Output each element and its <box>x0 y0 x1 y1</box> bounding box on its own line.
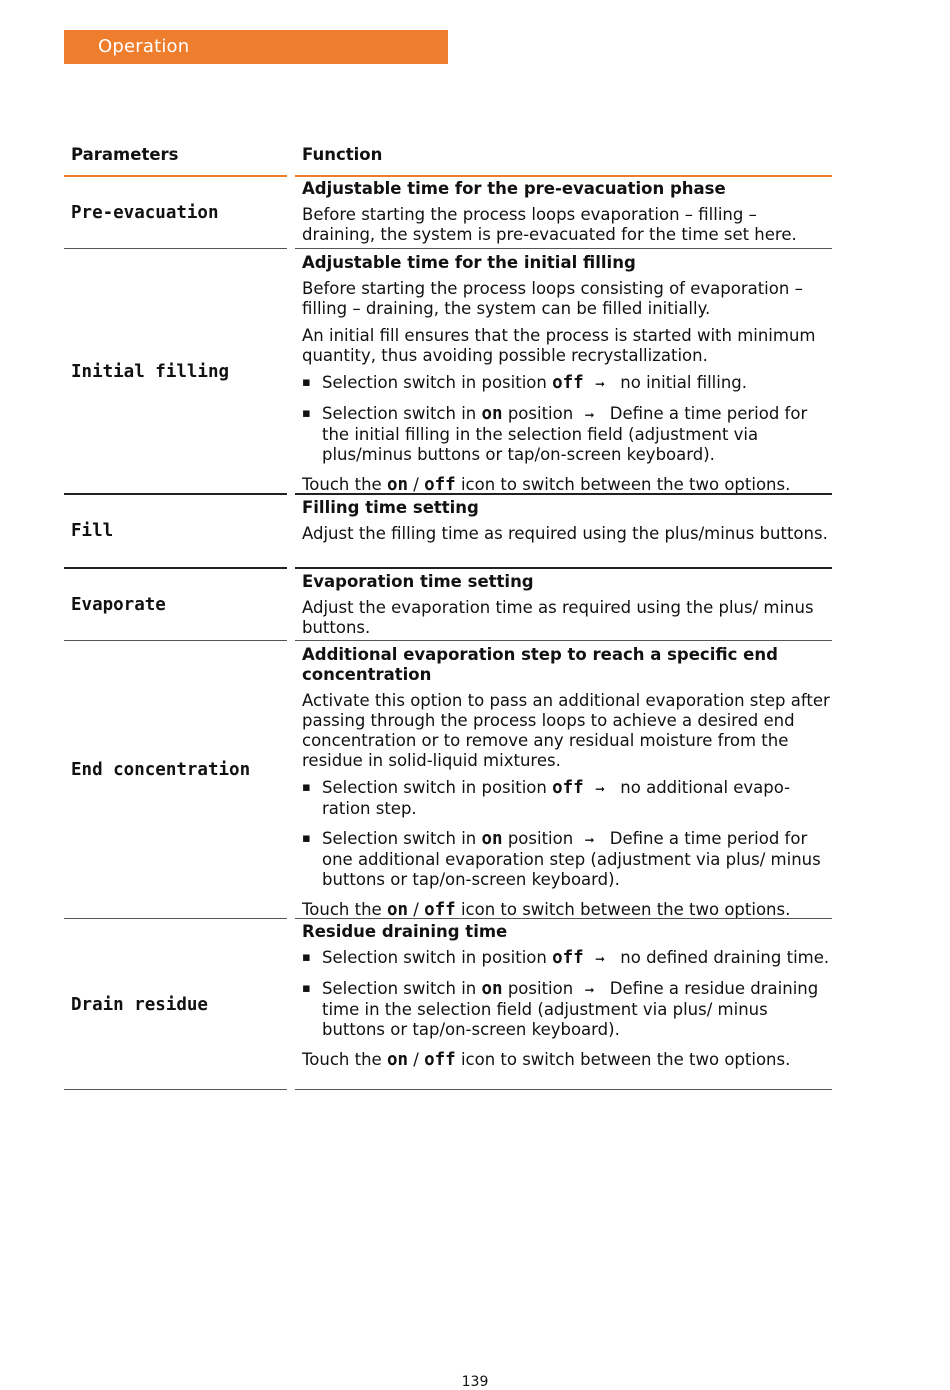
bullet-marker: ▪ <box>302 831 311 846</box>
row-rule-left <box>64 567 287 569</box>
switch-off-label: off <box>552 373 584 393</box>
function-title: Adjustable time for the initial filling <box>302 253 636 272</box>
arrow-right-icon: ➞ <box>584 983 595 997</box>
param-evaporate: Evaporate <box>71 595 166 615</box>
arrow-right-icon: ➞ <box>584 408 595 422</box>
bullet-item <box>302 829 832 890</box>
param-end-concentration: End concentration <box>71 760 251 780</box>
bullet-item <box>302 404 832 465</box>
bullet-item <box>302 979 832 1040</box>
touch-instruction <box>302 1050 832 1070</box>
on-icon-label: on <box>386 475 409 495</box>
function-text: Adjust the filling time as required using the plus/minus buttons. <box>302 524 828 543</box>
off-icon-label: off <box>424 475 456 495</box>
row-rule-right <box>295 493 832 495</box>
function-end-concentration <box>302 645 832 920</box>
bullet-marker: ▪ <box>302 780 311 795</box>
function-evaporate <box>302 572 832 638</box>
touch-text: Touch the <box>302 1050 382 1069</box>
bullet-text: no additional evapo- ration step. <box>322 778 791 818</box>
switch-on-label: on <box>481 979 503 999</box>
touch-text: icon to switch between the two options. <box>460 1050 791 1069</box>
bullet-text: Selection switch in position <box>322 948 547 967</box>
separator: / <box>413 1050 419 1069</box>
function-initial-filling <box>302 253 832 495</box>
row-rule-left <box>64 640 287 641</box>
on-icon-label: on <box>386 1050 409 1070</box>
function-text: An initial fill ensures that the process is started with minimum quantity, thus avoiding possible recrystallization. <box>302 326 816 365</box>
header-rule-left <box>64 175 287 177</box>
off-icon-label: off <box>424 900 456 920</box>
bullet-text: position <box>507 829 574 848</box>
row-rule-right <box>295 918 832 919</box>
bullet-text: no initial filling. <box>620 373 748 392</box>
bullet-marker: ▪ <box>302 950 311 965</box>
bullet-item <box>302 948 832 969</box>
arrow-right-icon: ➞ <box>594 377 606 391</box>
function-drain-residue <box>302 922 832 1070</box>
page-number: 139 <box>461 1374 489 1390</box>
switch-off-label: off <box>552 778 584 798</box>
bullet-text: Define a time period for the initial filling in the selection field (adjustment via plus/minus buttons or tap/on-screen keyboard). <box>322 404 808 464</box>
function-text: Before starting the process loops consisting of evaporation – filling – draining, the system can be filled initially. <box>302 279 803 318</box>
arrow-right-icon: ➞ <box>584 833 595 847</box>
touch-instruction <box>302 900 832 920</box>
column-header-parameters: Parameters <box>71 145 179 164</box>
row-rule-right <box>295 640 832 641</box>
row-rule-right <box>295 1089 832 1090</box>
bullet-text: Define a time period for one additional evaporation step (adjustment via plus/ minus buttons or tap/on-screen keyboard). <box>322 829 821 889</box>
touch-text: icon to switch between the two options. <box>460 900 791 919</box>
switch-on-label: on <box>481 404 503 424</box>
bullet-text: position <box>507 979 574 998</box>
row-rule-right <box>295 248 832 249</box>
bullet-text: Selection switch in <box>322 829 477 848</box>
function-pre-evacuation <box>302 179 832 245</box>
touch-text: icon to switch between the two options. <box>460 475 791 494</box>
bullet-text: Selection switch in <box>322 979 477 998</box>
touch-text: Touch the <box>302 475 382 494</box>
function-title: Evaporation time setting <box>302 572 534 591</box>
function-title: Additional evaporation step to reach a specific end concentration <box>302 645 778 684</box>
row-rule-left <box>64 1089 287 1090</box>
separator: / <box>413 475 419 494</box>
function-title: Adjustable time for the pre-evacuation phase <box>302 179 726 198</box>
switch-on-label: on <box>481 829 503 849</box>
function-text: Before starting the process loops evaporation – filling – draining, the system is pre-evacuated for the time set here. <box>302 205 797 244</box>
bullet-item <box>302 373 832 394</box>
touch-instruction <box>302 475 832 495</box>
bullet-text: position <box>507 404 574 423</box>
arrow-right-icon: ➞ <box>594 952 606 966</box>
arrow-right-icon: ➞ <box>594 782 606 796</box>
bullet-marker: ▪ <box>302 981 311 996</box>
param-initial-filling: Initial filling <box>71 362 230 382</box>
function-text: Adjust the evaporation time as required using the plus/ minus buttons. <box>302 598 814 637</box>
touch-text: Touch the <box>302 900 382 919</box>
bullet-text: no defined draining time. <box>620 948 830 967</box>
function-text: Activate this option to pass an additional evaporation step after passing through the process loops to achieve a desired end concentration or to remove any residual moisture from the residue in solid-liquid mixtures. <box>302 691 830 770</box>
row-rule-left <box>64 918 287 919</box>
function-fill <box>302 498 832 544</box>
row-rule-right <box>295 567 832 569</box>
bullet-item <box>302 778 832 819</box>
row-rule-left <box>64 248 287 249</box>
section-title: Operation <box>98 36 190 57</box>
function-title: Filling time setting <box>302 498 479 517</box>
column-header-function: Function <box>302 145 383 164</box>
function-title: Residue draining time <box>302 922 508 941</box>
param-drain-residue: Drain residue <box>71 995 208 1015</box>
bullet-text: Selection switch in position <box>322 778 547 797</box>
header-rule-right <box>295 175 832 177</box>
section-header-bar <box>64 30 448 64</box>
switch-off-label: off <box>552 948 584 968</box>
separator: / <box>413 900 419 919</box>
bullet-text: Selection switch in <box>322 404 477 423</box>
bullet-marker: ▪ <box>302 406 311 421</box>
param-fill: Fill <box>71 521 114 541</box>
bullet-text: Define a residue draining time in the selection field (adjustment via plus/ minus buttons or tap/on-screen keyboard). <box>322 979 819 1039</box>
on-icon-label: on <box>386 900 409 920</box>
off-icon-label: off <box>424 1050 456 1070</box>
param-pre-evacuation: Pre-evacuation <box>71 203 219 223</box>
bullet-marker: ▪ <box>302 375 311 390</box>
bullet-text: Selection switch in position <box>322 373 547 392</box>
row-rule-left <box>64 493 287 495</box>
